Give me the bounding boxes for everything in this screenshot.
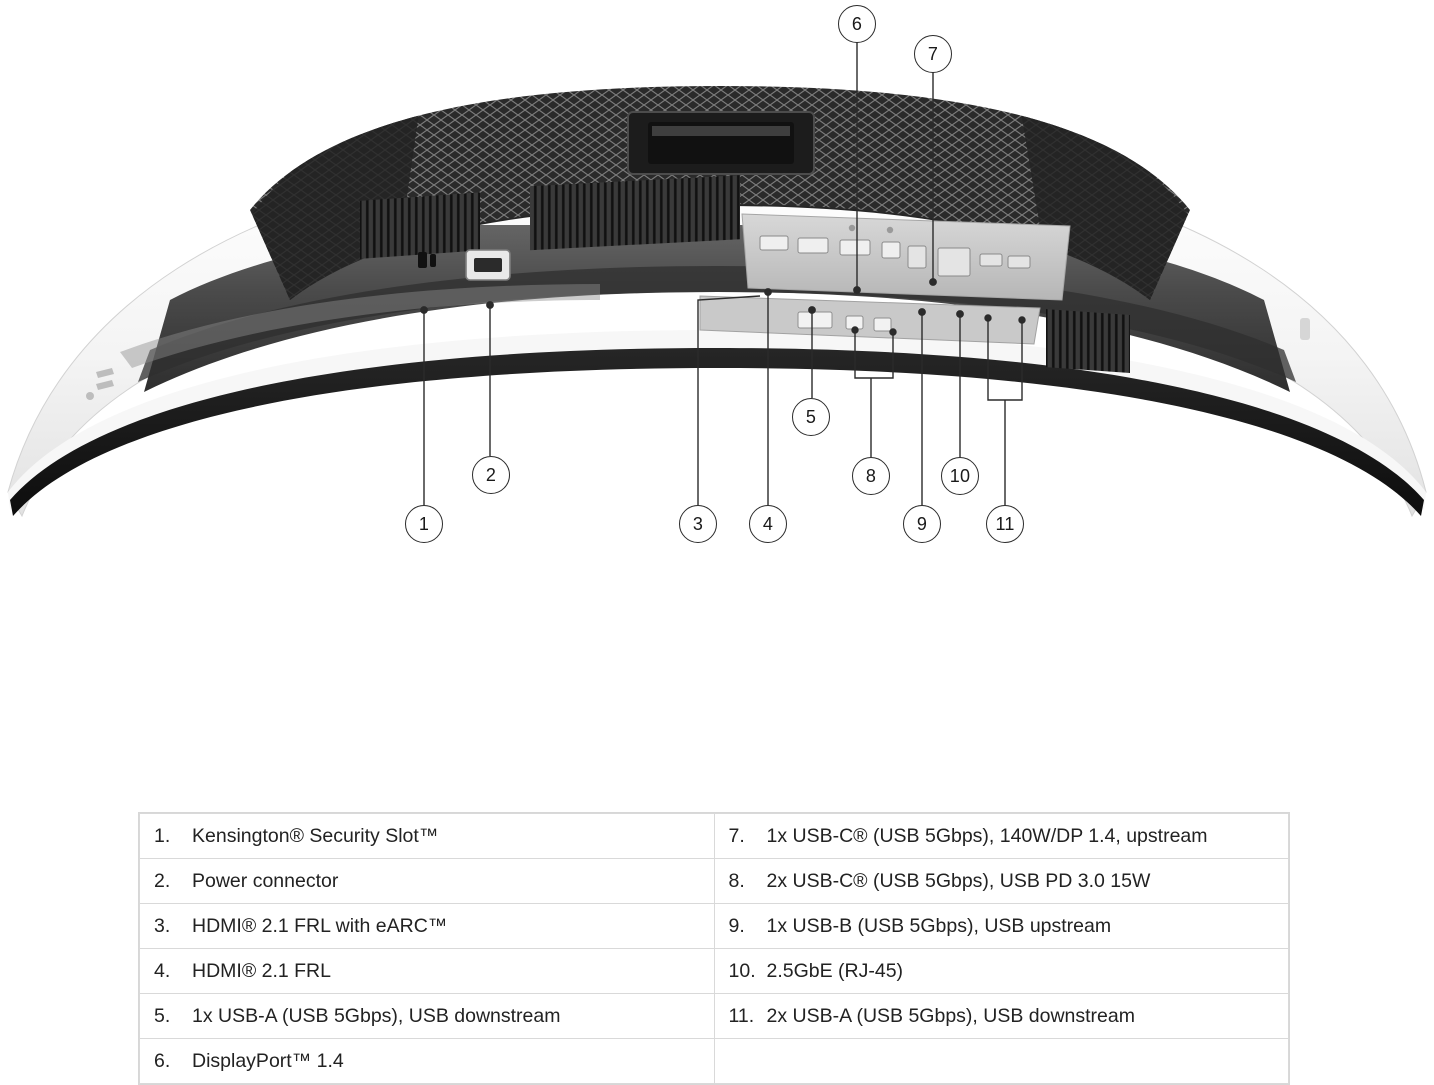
legend-number: 8.	[728, 869, 745, 892]
callout-7	[914, 35, 952, 73]
legend-cell-2	[140, 859, 715, 904]
callout-10	[941, 457, 979, 495]
legend-cell-empty	[714, 1039, 1289, 1084]
legend-text: HDMI® 2.1 FRL	[192, 959, 331, 982]
callout-4	[749, 505, 787, 543]
callout-label: 2	[485, 464, 497, 485]
legend-cell-4	[140, 949, 715, 994]
callout-label: 11	[995, 513, 1015, 534]
legend-cell-7	[714, 814, 1289, 859]
legend-cell-9	[714, 904, 1289, 949]
legend-text: 2.5GbE (RJ-45)	[766, 959, 904, 982]
table-row	[140, 859, 1289, 904]
table-row	[140, 814, 1289, 859]
callout-1	[405, 505, 443, 543]
callout-11	[986, 505, 1024, 543]
legend-number: 9.	[728, 914, 745, 937]
callout-label: 8	[865, 465, 877, 486]
callout-label: 5	[805, 406, 817, 427]
callout-label: 9	[916, 513, 928, 534]
callout-label: 7	[927, 43, 939, 64]
legend-text: DisplayPort™ 1.4	[192, 1049, 344, 1072]
table-row	[140, 1039, 1289, 1084]
callout-label: 3	[692, 513, 704, 534]
callout-label: 6	[851, 13, 863, 34]
legend-cell-1	[140, 814, 715, 859]
callout-label: 1	[418, 513, 430, 534]
legend-text: 2x USB-A (USB 5Gbps), USB downstream	[766, 1004, 1135, 1027]
callout-label: 10	[949, 465, 971, 486]
legend-number: 3.	[154, 914, 171, 937]
table-row	[140, 994, 1289, 1039]
legend-cell-5	[140, 994, 715, 1039]
table-row	[140, 904, 1289, 949]
port-legend-table	[138, 812, 1290, 1085]
legend-text: 1x USB-A (USB 5Gbps), USB downstream	[192, 1004, 561, 1027]
legend-cell-10	[714, 949, 1289, 994]
table-row	[140, 949, 1289, 994]
callout-5	[792, 398, 830, 436]
legend-text: HDMI® 2.1 FRL with eARC™	[192, 914, 448, 937]
legend-text: Power connector	[192, 869, 339, 892]
callout-label: 4	[762, 513, 774, 534]
legend-cell-3	[140, 904, 715, 949]
legend-number: 1.	[154, 824, 171, 847]
legend-cell-8	[714, 859, 1289, 904]
callout-6	[838, 5, 876, 43]
legend-number: 6.	[154, 1049, 171, 1072]
legend-number: 4.	[154, 959, 171, 982]
callout-8	[852, 457, 890, 495]
legend-cell-11	[714, 994, 1289, 1039]
callout-2	[472, 456, 510, 494]
callout-3	[679, 505, 717, 543]
legend-number: 11.	[728, 1004, 755, 1027]
callout-9	[903, 505, 941, 543]
legend-number: 5.	[154, 1004, 171, 1027]
legend-text: 2x USB-C® (USB 5Gbps), USB PD 3.0 15W	[766, 869, 1151, 892]
legend-cell-6	[140, 1039, 715, 1084]
legend-text: Kensington® Security Slot™	[192, 824, 439, 847]
legend-text: 1x USB-B (USB 5Gbps), USB upstream	[766, 914, 1112, 937]
legend-text: 1x USB-C® (USB 5Gbps), 140W/DP 1.4, upstream	[766, 824, 1208, 847]
legend-number: 7.	[728, 824, 745, 847]
legend-number: 10.	[728, 959, 756, 982]
legend-number: 2.	[154, 869, 171, 892]
